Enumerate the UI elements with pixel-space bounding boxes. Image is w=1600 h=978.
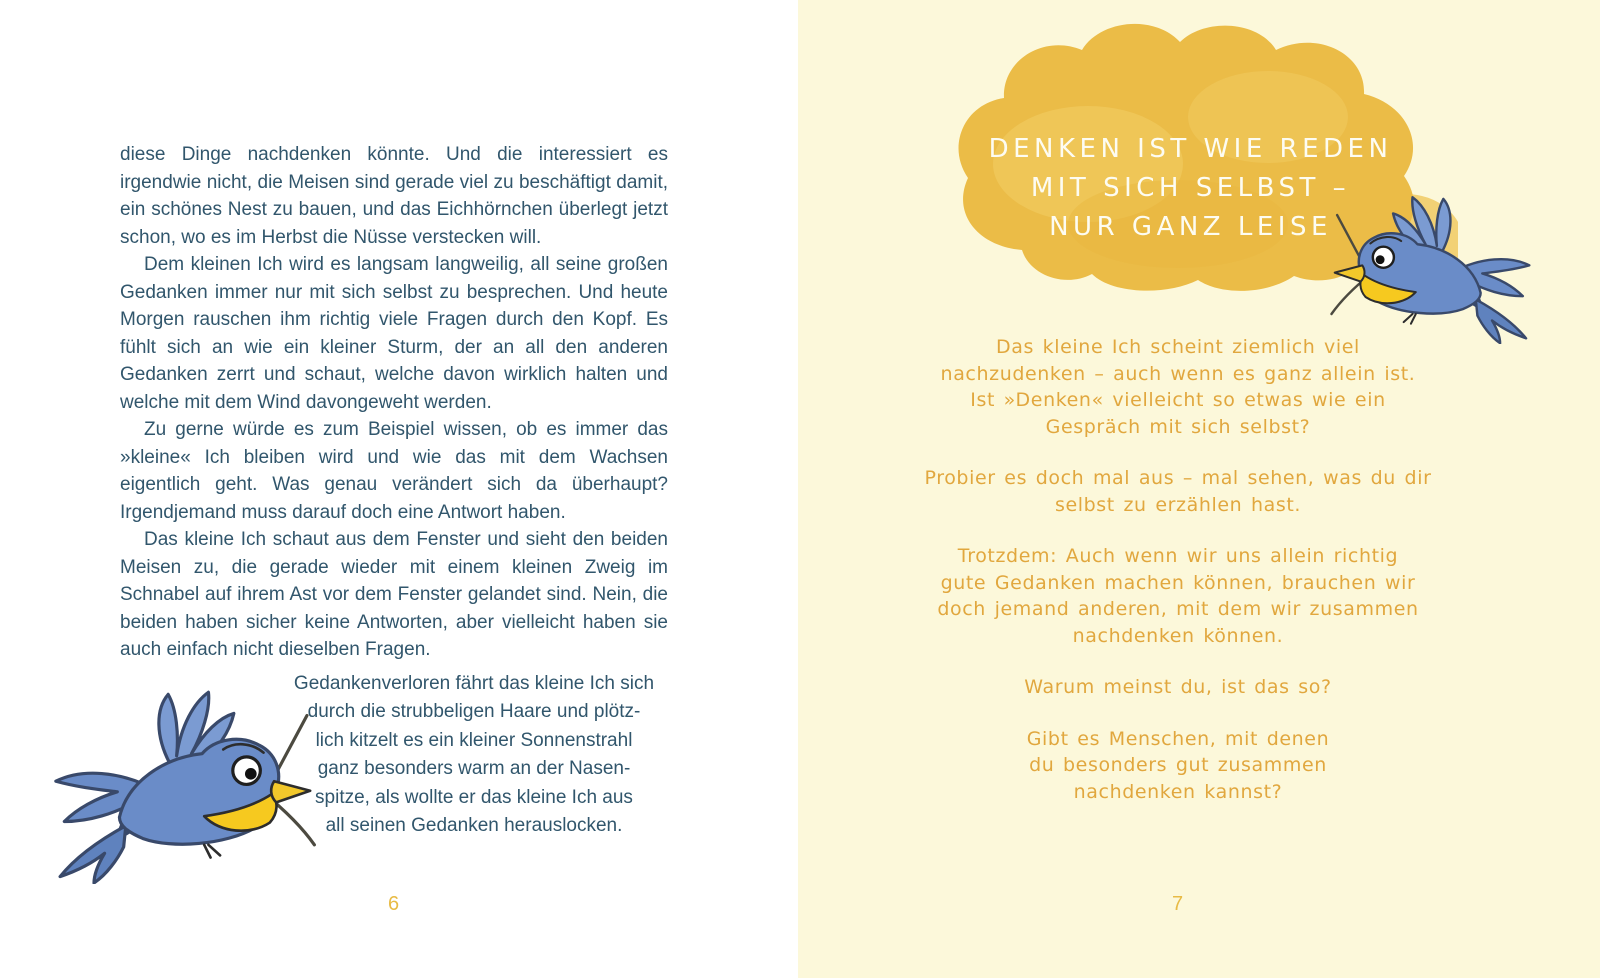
prompt-block — [898, 726, 1458, 806]
reflection-prompts — [898, 334, 1458, 830]
closing-paragraph — [278, 670, 670, 840]
prompt-line: nachzudenken – auch wenn es ganz allein ist. — [940, 362, 1416, 385]
chapter-title-line: NUR GANZ LEISE — [1049, 212, 1332, 242]
prompt-line: du besonders gut zusammen — [1029, 754, 1327, 776]
prompt-line: Warum meinst du, ist das so? — [1024, 676, 1332, 698]
left-page — [0, 0, 798, 978]
closing-line: ganz besonders warm an der Nasen- — [317, 758, 631, 780]
bluebird-illustration-left — [44, 688, 322, 884]
paragraph: Zu gerne würde es zum Beispiel wissen, ob es immer das »kleine« Ich bleiben wird und wie das mit dem Wachsen eigentlich geht. Was genau verändert sich da überhaupt? Irgendjemand muss darauf doch eine Antwort haben. — [120, 419, 668, 523]
closing-line: durch die strubbeligen Haare und plötz- — [307, 701, 641, 723]
prompt-block — [898, 334, 1458, 440]
page-number-left: 6 — [387, 893, 401, 915]
closing-line: spitze, als wollte er das kleine Ich aus — [315, 786, 633, 808]
prompt-line: Trotzdem: Auch wenn wir uns allein richtig — [957, 545, 1399, 567]
bluebird-illustration-right — [1308, 194, 1556, 344]
prompt-line: Ist »Denken« vielleicht so etwas wie ein — [970, 389, 1386, 411]
paragraph: diese Dinge nachdenken könnte. Und die interessiert es irgendwie nicht, die Meisen sind gerade viel zu beschäftigt damit, ein schönes Nest zu bauen, und das Eichhörnchen überlegt jetzt schon, wo es im Herbst die Nüsse verstecken will. — [120, 144, 668, 248]
prompt-line: Probier es doch mal aus – mal sehen, was du dir — [924, 467, 1432, 489]
prompt-line: Gespräch mit sich selbst? — [1045, 415, 1311, 438]
closing-line: lich kitzelt es ein kleiner Sonnenstrahl — [315, 729, 633, 751]
prompt-line: Das kleine Ich scheint ziemlich viel — [996, 336, 1360, 358]
prompt-block — [898, 465, 1458, 518]
prompt-line: nachdenken kannst? — [1073, 780, 1283, 803]
prompt-line: Gibt es Menschen, mit denen — [1026, 727, 1330, 750]
closing-line: all seinen Gedanken herauslocken. — [325, 815, 623, 837]
prompt-block — [898, 543, 1458, 649]
prompt-line: selbst zu erzählen hast. — [1054, 493, 1302, 516]
paragraph: Dem kleinen Ich wird es langsam langweilig, all seine großen Gedanken immer nur mit sich selbst zu besprechen. Und heute Morgen rauschen ihm richtig viele Fragen durch den Kopf. Es fühlt sich an wie ein kleiner Sturm, der an all den anderen Gedanken zerrt und schaut, welche davon wirklich halten und welche mit dem Wind davongeweht werden. — [120, 254, 668, 413]
prompt-line: doch jemand anderen, mit dem wir zusammen — [937, 598, 1419, 620]
right-page — [798, 0, 1600, 978]
closing-line: Gedankenverloren fährt das kleine Ich sich — [293, 673, 655, 694]
paragraph: Das kleine Ich schaut aus dem Fenster und sieht den beiden Meisen zu, die gerade wieder mit einem kleinen Zweig im Schnabel auf ihrem Ast vor dem Fenster gelandet sind. Nein, die beiden haben sicher keine Antworten, aber vielleicht haben sie auch einfach nicht dieselben Fragen. — [120, 529, 668, 660]
body-text-column — [120, 141, 668, 664]
prompt-line: nachdenken können. — [1072, 624, 1284, 647]
prompt-block — [898, 674, 1458, 701]
prompt-line: gute Gedanken machen können, brauchen wir — [940, 571, 1416, 594]
chapter-title-line: MIT SICH SELBST – — [1030, 173, 1351, 203]
chapter-title-line: DENKEN IST WIE REDEN — [988, 134, 1393, 164]
page-number-right: 7 — [1171, 893, 1185, 915]
